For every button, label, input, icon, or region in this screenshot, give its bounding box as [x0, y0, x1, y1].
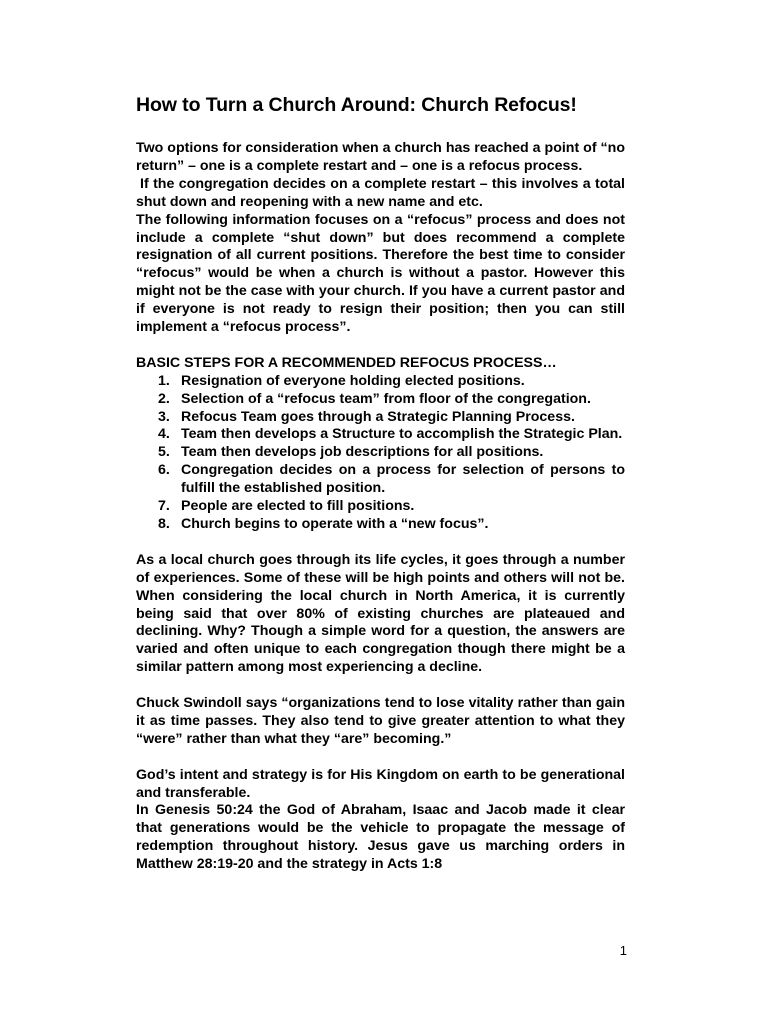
intro-paragraph-options: Two options for consideration when a church has reached a point of “no return” – one is a complete restart and – one is a refocus process. — [136, 140, 625, 174]
body-paragraph-genesis: In Genesis 50:24 the God of Abraham, Isaac and Jacob made it clear that generations would be the vehicle to propagate the message of redemption throughout history. Jesus gave us marching orders in Matthew 28:19-20 and the strategy in Acts 1:8 — [136, 802, 625, 873]
body-paragraph-life-cycles: As a local church goes through its life cycles, it goes through a number of experiences. Some of these will be high points and others will not be. When considering the local church in North America, it is currently being said that over 80% of existing churches are plateaued and declining. Why? Though a simple word for a question, the answers are varied and often unique to each congregation though there might be a similar pattern among most experiencing a decline. — [136, 551, 625, 676]
list-item — [136, 444, 625, 462]
list-item-text: Church begins to operate with a “new focus”. — [181, 516, 489, 533]
list-item — [136, 462, 625, 498]
list-item-text: Congregation decides on a process for selection of persons to fulfill the established position. — [181, 462, 625, 497]
list-item-number: 4. — [158, 426, 170, 443]
list-item-number: 7. — [158, 498, 170, 515]
list-item — [136, 498, 625, 516]
list-item — [136, 426, 625, 444]
list-item-number: 8. — [158, 516, 170, 533]
list-item — [136, 516, 625, 534]
list-item-number: 3. — [158, 408, 170, 425]
spacer — [136, 677, 625, 695]
page-number: 1 — [619, 943, 627, 958]
list-item — [136, 373, 625, 391]
list-item-text: Team then develops a Structure to accomplish the Strategic Plan. — [181, 426, 623, 443]
list-item-text: Team then develops job descriptions for all positions. — [181, 444, 544, 461]
body-paragraph-swindoll-quote: Chuck Swindoll says “organizations tend to lose vitality rather than gain it as time passes. They also tend to give greater attention to what they “were” rather than what they “are” becoming.” — [136, 695, 625, 747]
steps-list — [136, 373, 625, 534]
intro-paragraph-refocus: The following information focuses on a “refocus” process and does not include a complete “shut down” but does recommend a complete resignation of all current positions. Therefore the best time to consider “refocus” would be when a church is without a pastor. However this might not be the case with your church. If you have a current pastor and if everyone is not ready to resign their position; then you can still implement a “refocus process”. — [136, 211, 625, 336]
list-item-text: Selection of a “refocus team” from floor of the congregation. — [181, 390, 591, 407]
list-item-text: People are elected to fill positions. — [181, 498, 415, 515]
list-item-text: Refocus Team goes through a Strategic Planning Process. — [181, 408, 575, 425]
spacer — [136, 337, 625, 355]
spacer — [136, 534, 625, 552]
list-item-text: Resignation of everyone holding elected positions. — [181, 372, 525, 389]
document-content — [136, 92, 625, 874]
steps-heading: BASIC STEPS FOR A RECOMMENDED REFOCUS PROCESS… — [136, 354, 557, 371]
list-item — [136, 391, 625, 409]
list-item — [136, 409, 625, 427]
body-paragraph-gods-intent: God’s intent and strategy is for His Kingdom on earth to be generational and transferable. — [136, 766, 625, 801]
list-item-number: 6. — [158, 462, 170, 479]
list-item-number: 5. — [158, 444, 170, 461]
document-title: How to Turn a Church Around: Church Refocus! — [136, 94, 577, 116]
list-item-number: 2. — [158, 390, 170, 407]
spacer — [136, 749, 625, 767]
intro-paragraph-restart: If the congregation decides on a complete restart – this involves a total shut down and reopening with a new name and etc. — [136, 175, 625, 210]
list-item-number: 1. — [158, 372, 170, 389]
